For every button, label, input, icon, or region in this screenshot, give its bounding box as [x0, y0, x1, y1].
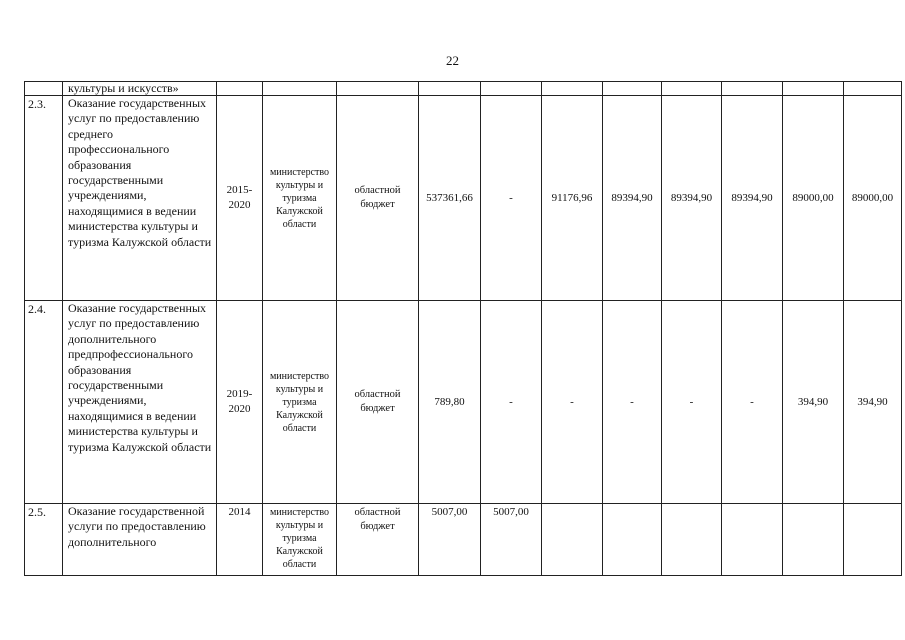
row-executor: министерство культуры и туризма Калужской области: [263, 301, 337, 504]
row-description: Оказание государственной услуги по предоставлению дополнительного: [63, 504, 217, 576]
table-row: [25, 82, 902, 96]
row-value: [844, 82, 902, 96]
table-row: [25, 301, 902, 504]
row-value: [783, 82, 844, 96]
row-value: 89000,00: [844, 96, 902, 301]
row-value: 394,90: [844, 301, 902, 504]
row-description: Оказание государственных услуг по предоставлению дополнительного предпрофессионального образования государственными учреждениями, находящимися в ведении министерства культуры и туризма Калужской области: [63, 301, 217, 504]
row-description: культуры и искусств»: [63, 82, 217, 96]
row-source: областной бюджет: [337, 301, 419, 504]
row-period: 2014: [217, 504, 263, 576]
row-value: [844, 504, 902, 576]
row-number: 2.4.: [25, 301, 63, 504]
table-row: [25, 96, 902, 301]
row-value: 91176,96: [542, 96, 603, 301]
row-value: 89394,90: [662, 96, 722, 301]
row-value: [542, 504, 603, 576]
row-executor: министерство культуры и туризма Калужской области: [263, 96, 337, 301]
row-source: областной бюджет: [337, 96, 419, 301]
row-period: 2015- 2020: [217, 96, 263, 301]
row-value: 89000,00: [783, 96, 844, 301]
row-value: [662, 504, 722, 576]
row-value: -: [722, 301, 783, 504]
row-value: -: [662, 301, 722, 504]
row-source: [337, 82, 419, 96]
row-value: 394,90: [783, 301, 844, 504]
page-number: 22: [446, 53, 459, 68]
row-value: 5007,00: [481, 504, 542, 576]
row-description: Оказание государственных услуг по предоставлению среднего профессионального образования государственными учреждениями, находящимися в ведении министерства культуры и туризма Калужской области: [63, 96, 217, 301]
row-value: [722, 504, 783, 576]
row-value: [783, 504, 844, 576]
row-value: 789,80: [419, 301, 481, 504]
row-value: [603, 504, 662, 576]
row-value: 89394,90: [603, 96, 662, 301]
row-value: 537361,66: [419, 96, 481, 301]
row-value: [419, 82, 481, 96]
row-value: -: [542, 301, 603, 504]
table-row: [25, 504, 902, 576]
row-number: 2.5.: [25, 504, 63, 576]
row-value: [722, 82, 783, 96]
row-period: 2019- 2020: [217, 301, 263, 504]
row-period: [217, 82, 263, 96]
row-value: [662, 82, 722, 96]
row-executor: министерство культуры и туризма Калужской области: [263, 504, 337, 576]
program-table: [24, 81, 902, 576]
row-value: [542, 82, 603, 96]
row-value: -: [481, 96, 542, 301]
row-value: 5007,00: [419, 504, 481, 576]
row-number: 2.3.: [25, 96, 63, 301]
row-executor: [263, 82, 337, 96]
row-value: -: [481, 301, 542, 504]
row-value: [481, 82, 542, 96]
row-source: областной бюджет: [337, 504, 419, 576]
row-number: [25, 82, 63, 96]
row-value: [603, 82, 662, 96]
row-value: -: [603, 301, 662, 504]
row-value: 89394,90: [722, 96, 783, 301]
